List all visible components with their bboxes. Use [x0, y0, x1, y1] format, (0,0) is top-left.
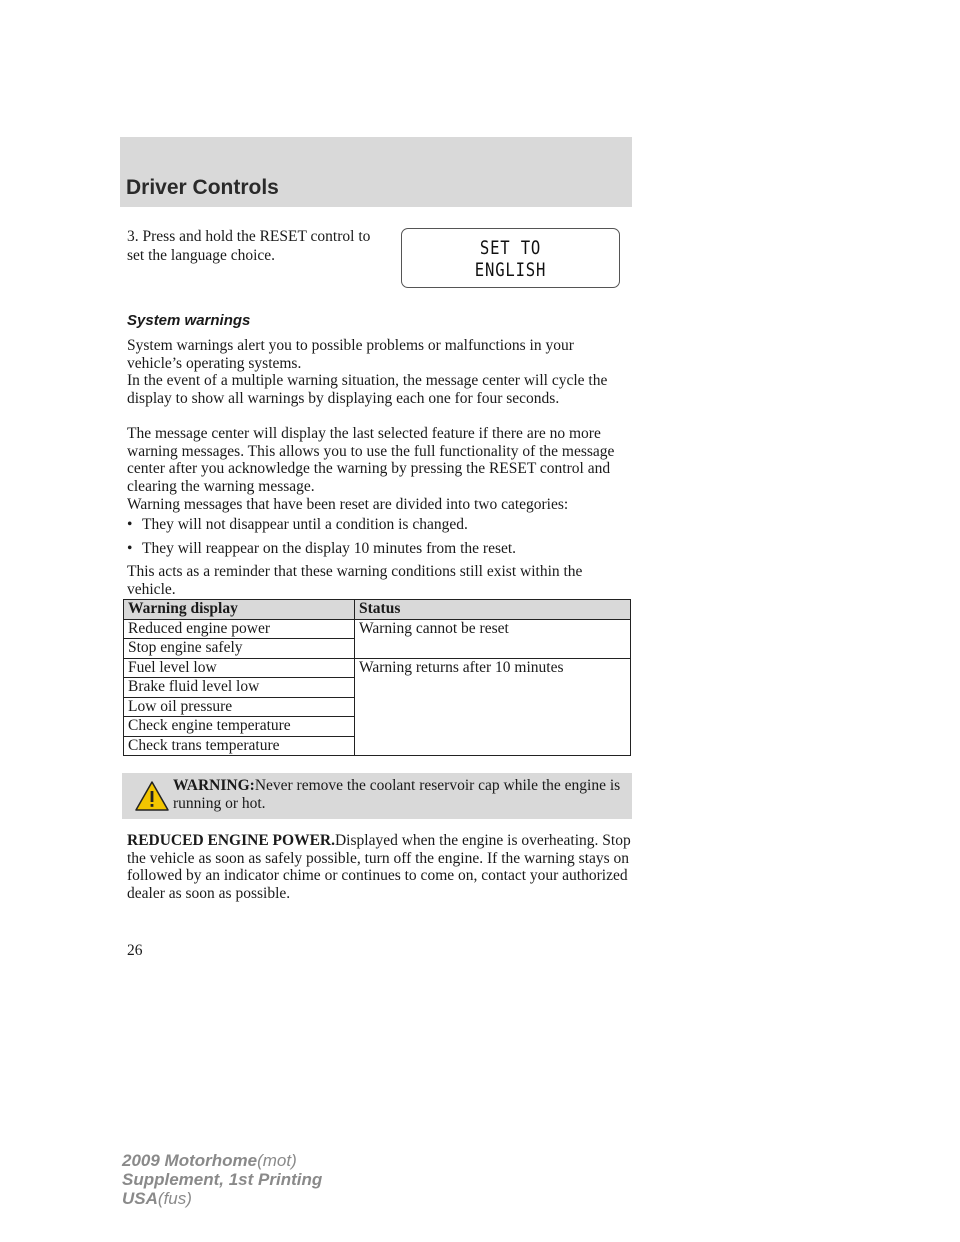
display-line-1: SET TO	[479, 237, 542, 259]
paragraph: In the event of a multiple warning situation, the message center will cycle the display to show all warnings by displaying each one for four seconds.	[127, 372, 608, 407]
section-heading: System warnings	[127, 312, 251, 329]
footer-text: (mot)	[257, 1151, 297, 1170]
footer-text: USA	[122, 1189, 158, 1208]
column-header: Warning display	[124, 600, 355, 620]
footer-text: 2009 Motorhome	[122, 1151, 258, 1170]
warning-triangle-icon	[134, 780, 170, 812]
footer-line	[122, 1189, 322, 1208]
table-row	[124, 619, 631, 639]
table-cell: Brake fluid level low	[124, 678, 355, 698]
warning-text	[173, 777, 623, 812]
list-item-text: They will reappear on the display 10 minutes from the reset.	[142, 540, 517, 557]
column-header: Status	[355, 600, 631, 620]
paragraph: This acts as a reminder that these warning conditions still exist within the vehicle.	[127, 563, 583, 598]
paragraph: System warnings alert you to possible problems or malfunctions in your vehicle’s operating systems.	[127, 337, 574, 372]
warning-message: Never remove the coolant reservoir cap while the engine is running or hot.	[173, 777, 621, 812]
list-item	[127, 516, 468, 534]
bullet-dot: •	[127, 540, 133, 557]
warning-callout	[122, 773, 632, 819]
footer	[122, 1151, 322, 1208]
footer-text: Supplement, 1st Printing	[122, 1170, 323, 1189]
footer-line	[122, 1170, 322, 1189]
table-cell: Reduced engine power	[124, 619, 355, 639]
paragraph: The message center will display the last selected feature if there are no more warning messages. This allows you to use the full functionality of the message center after you acknowledge the warning by pressing the RESET control and clearing the warning message.	[127, 425, 615, 495]
paragraph	[127, 832, 632, 902]
table-cell: Low oil pressure	[124, 697, 355, 717]
table-row	[124, 658, 631, 678]
display-line-2: ENGLISH	[474, 259, 547, 281]
status-cell: Warning cannot be reset	[355, 619, 631, 658]
footer-text: (fus)	[157, 1189, 192, 1208]
bullet-dot: •	[127, 516, 133, 533]
table-cell: Check trans temperature	[124, 736, 355, 756]
table-header-row	[124, 600, 631, 620]
footer-line	[122, 1151, 322, 1170]
warning-label: WARNING:	[173, 777, 255, 794]
warning-table	[123, 599, 631, 756]
paragraph: Warning messages that have been reset are divided into two categories:	[127, 496, 569, 513]
table-cell: Check engine temperature	[124, 717, 355, 737]
reduced-power-label: REDUCED ENGINE POWER.	[127, 832, 335, 849]
table-cell: Stop engine safely	[124, 639, 355, 659]
page-title: Driver Controls	[126, 176, 279, 199]
list-item	[127, 540, 516, 558]
table-cell: Fuel level low	[124, 658, 355, 678]
message-center-display	[401, 228, 620, 288]
page-number: 26	[127, 942, 143, 959]
reduced-power-text: Displayed when the engine is overheating. Stop the vehicle as soon as safely possible, turn off the engine. If the warning stays on followed by an indicator chime or continues to come on, contact your authorized dealer as soon as possible.	[127, 832, 631, 902]
step-instruction: 3. Press and hold the RESET control to set the language choice.	[127, 228, 371, 264]
list-item-text: They will not disappear until a condition is changed.	[142, 516, 468, 533]
status-cell: Warning returns after 10 minutes	[355, 658, 631, 756]
